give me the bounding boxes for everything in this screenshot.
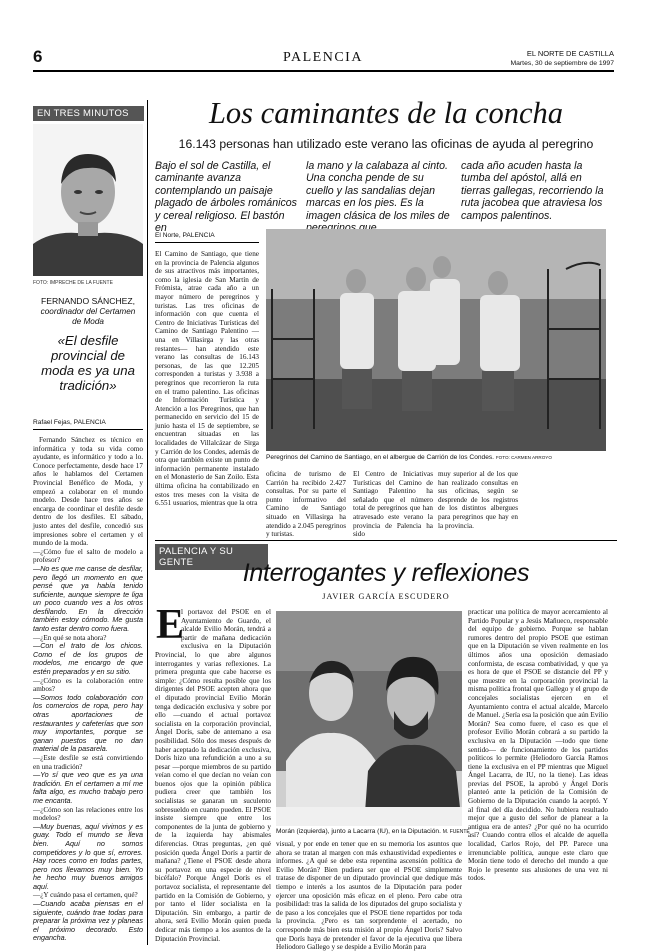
second-headline: Interrogantes y reflexiones bbox=[242, 559, 530, 587]
header-rule bbox=[33, 70, 614, 72]
main-body-col1: El Camino de Santiago, que tiene en la provincia de Palencia algunos de sus atractivos más importantes, como la iglesia de San Martín de Frómista, atrae cada año a un mayor número de peregrinos y turistas. Las tres oficinas de información con que cuenta el Centro de Iniciativas Turísticas del Camino de Santiago Palentino —una en Villasirga y las otras restantes— han atendido este verano las consultas de 16.143 personas, de las que 12.205 corresponden a turistas y 3.938 a peregrinos que recorrieron la ruta en el tramo palentino. Las oficinas de Información Turística y Atención a los Peregrinos, que han permanecido en servicio del 15 de junio hasta el 15 de septiembre, se encuentran situadas en las localidades de Villalcázar de Sirga y Carrión de los Condes, además de otra que también existe un punto de información permanente instalado en el Monasterio de San Zoilo. Esta última oficina ha contabilizado en estos tres meses con la visita de 6.551 usuarios, mientras que la otra bbox=[155, 250, 259, 508]
pilgrims-photo bbox=[266, 229, 606, 451]
portrait-image bbox=[33, 124, 143, 276]
interview-question: —¿Y cuándo pasa el certamen, qué? bbox=[33, 891, 138, 900]
portrait-credit: FOTO: IMPRECHE DE LA FUENTE bbox=[33, 280, 113, 286]
section-rule bbox=[155, 540, 617, 541]
main-headline: Los caminantes de la concha bbox=[208, 96, 564, 130]
pilgrims-photo-caption bbox=[266, 454, 606, 462]
lede-paragraph: Bajo el sol de Castilla, el caminante avanza contemplando un paisaje plagado de árboles románicos y cereal religioso. El bastón en bbox=[155, 160, 297, 235]
second-body-text: l portavoz del PSOE en el Ayuntamiento de Guardo, el alcalde Evilio Morán, tendrá a partir de mañana dedicación exclusiva en la Diputación Provincial, lo que abre algunos interrogantes y varias reflexiones. La primera pregunta que cabe hacerse es simple: ¿Cómo resulta posible que los dirigentes del PSOE acepten ahora que el diputado provincial Evilio Morán tenga dedicación exclusiva y sobre por ello —cuando el actual portavoz socialista en la corporación provincial, Ángel Dorís, sabe de antemano a esa posibilidad. Sólo dos meses después de haber aceptado la dedicación exclusiva, Dorís hizo una refundición a uno a su pesar —porque miembros de su partido veían como el que decían no veían con buenos ojos que la opinión pública pudiera creer que también los socialistas se ganaran un suculento sobresueldo en cuanto pueden. El PSOE insiste siempre que entre los componentes de la junta de gobierno y de la izquierda hay abismales diferencias. Otras preguntas, ¿en qué posición queda Ángel Dorís a partir de mañana? ¿Tiene el PSOE desde ahora su portavoz en una especie de nivel bicéfalo? Porque Ángel Dorís es el portavoz socialista, el representante del partido en la Comisión de Gobierno, y por tanto el líder socialista en la Diputación. Sin embargo, a partir de ahora, será Evilio Morán quien pueda dedicar más tiempo a los asuntos de la Diputación Provincial. bbox=[155, 608, 271, 943]
caption-credit: FOTO: CARMEN ARROYO bbox=[495, 455, 552, 460]
second-body-col1 bbox=[155, 608, 271, 946]
main-byline: El Norte, PALENCIA bbox=[155, 232, 215, 239]
lede-paragraph: cada año acuden hasta la tumba del apóstol, allá en tierras gallegas, recorriendo la ruta jacobea que atraviesa los campos palentinos. bbox=[461, 160, 604, 222]
interview-answer: —Con el trato de los chicos. Como el de los grupos de modelos, me encargo de que estén preparados y en su sitio. bbox=[33, 641, 143, 677]
issue-date: Martes, 30 de septiembre de 1997 bbox=[510, 60, 614, 67]
second-body-col2: visual, y por ende en tener que en su memoria los asuntos que ahora se tratan al margen con más exhaustividad expedientes e informes. ¿A qué se debe esta repentina ascensión política de Evilio Morán? Bien pudiera ser que el PSOE simplemente tratase de disponer de un diputado provincial que dedique más tiempo e interés a los asuntos de la Diputación para poder ejercer una oposición más eficaz en el pleno. Pero cabe otra posibilidad: tras la salida de los diputados del grupo socialista y de paso a los concejales que el PSOE tiene repartidos por toda la provincia. ¿Pero es tan sorprendente el acertado, no corresponde más bien esta misión al propio Ángel Dorís? Salvo que Dorís haya de pretender el favor de la ejecutiva que libera Heliodoro Gallego y se despide a Evilio Morán para bbox=[276, 840, 462, 952]
interviewee-name: FERNANDO SÁNCHEZ, bbox=[40, 296, 136, 306]
pilgrims-image bbox=[266, 229, 606, 451]
main-body-col3: El Centro de Iniciativas Turísticas del Camino de Santiago Palentino ha señalado que el número total de peregrinos que han atravesado este verano la provincia de Palencia ha sido bbox=[353, 470, 433, 539]
caption-text: Morán (izquierda), junto a Lacarra (IU), en la Diputación. bbox=[276, 828, 441, 835]
drop-cap: E bbox=[156, 602, 185, 648]
caption-credit: M. FUENTE bbox=[442, 829, 470, 835]
lede-paragraph: la mano y la calabaza al cinto. Una concha pende de su cuello y las sandalias dejan marcas en los pies. Es la imagen clásica de los miles de bbox=[306, 160, 450, 222]
sidebar-byline: Rafael Fejas, PALENCIA bbox=[33, 419, 106, 426]
page-number: 6 bbox=[33, 47, 43, 66]
section-title: PALENCIA bbox=[283, 50, 363, 65]
interview-question: —¿Cómo fue el salto de modelo a profesor? bbox=[33, 547, 143, 565]
diputacion-photo-caption bbox=[276, 828, 470, 836]
interview-question: —¿Cómo son las relaciones entre los modelos? bbox=[33, 805, 143, 823]
column-divider bbox=[147, 100, 148, 945]
newspaper-name: EL NORTE DE CASTILLA bbox=[526, 49, 614, 58]
sidebar-rule bbox=[33, 429, 143, 430]
interview-answer: —Yo sí que veo que es ya una tradición. En el certamen a mí me falta algo, es mucho trabajo pero me encanta. bbox=[33, 770, 143, 805]
interview-question: —¿Este desfile se está convirtiendo en una tradición? bbox=[33, 753, 143, 771]
main-subheadline: 16.143 personas han utilizado este verano las oficinas de ayuda al peregrino bbox=[178, 137, 594, 151]
interview-answer: —Cuando acaba piensas en el siguiente, cuándo trae todas para preparar la próxima vez y planeas el próximo decorado. Esto engancha. bbox=[33, 899, 143, 943]
interview-answer: —Muy buenas, aquí vivimos y es guay. Todo el mundo se lleva bien. Aquí no somos competidores y lo que sí, errores. Hay roces como en todas partes, pero nos llevamos muy bien. Yo he hecho muy buenos amigos aquí. bbox=[33, 821, 143, 891]
byline-rule bbox=[155, 242, 259, 243]
interviewee-role: coordinador del Certamen de Moda bbox=[40, 307, 136, 326]
interview-answer: —Somos todo colaboración con los comercios de ropa, pero hay otras aportaciones de restaurantes y cafeterías que son muy importantes, porque se ganan puestos que no dan material de la pasarela. bbox=[33, 692, 143, 754]
portrait-photo bbox=[33, 124, 143, 276]
interview-intro: Fernando Sánchez es técnico en informática y toda su vida como ayudante, es informático y todo a lo. Conoce perfectamente, desde hace 17 años le hablamos del Certamen Provincial Benéfico de Moda, y empezó a colaborar en el mundo modelo. Desde hace tres años se encarga de coordinar el desfile desde dentro de los desfiles. El sábado, justo antes del desfile, concedió sus impresiones sobre el certamen y el mundo de la moda. bbox=[33, 436, 143, 548]
caption-text: Peregrinos del Camino de Santiago, en el albergue de Carrión de los Condes. bbox=[266, 454, 494, 461]
interview-question: —¿En qué se nota ahora? bbox=[33, 633, 107, 642]
interview-question: —¿Cómo es la colaboración entre ambos? bbox=[33, 676, 143, 694]
main-body-col4: muy superior al de los que han realizado consultas en sus oficinas, según se desprende de los registros de los distintos albergues para peregrinos que hay en la provincia. bbox=[438, 470, 518, 530]
diputacion-photo bbox=[276, 611, 462, 826]
sidebar-interview bbox=[33, 436, 143, 946]
sidebar-label: EN TRES MINUTOS bbox=[33, 106, 144, 121]
second-body-col3: practicar una política de mayor acercamiento al Partido Popular y a Jesús Mañueco, responsable del equipo de gobierno. Porque se hablan rumores dentro del propio PSOE que estiman que en la Diputación se viven realmente en los últimos años una oposición demasiado conformista, de escasa combatividad, y que ya es hora de que el PSOE se distancie del PP y que muestre en la corporación provincial la misma política frontal que Gallego y el grupo de concejales socialistas ejercen en el Ayuntamiento contra el actual alcalde, Marcelo de Manuel. ¿Sería esa la posición que aún Evilio Morán? Sea como fuere, el caso es que el profesor Evilio Morán cobrará a su partido la exclusiva en la Diputación —todo que tiene sentido— de funcionamiento de los partidos políticos lo permite (Heliodoro García Ramos tiene la exclusiva en el PP mientras que Miguel Ángel Lacarra, de IU, no la tiene). Las ideas previas del PSOE, la aprobó y Ángel Dorís planteó ante la petición de la Comisión de Gobierno de la Diputación cuando la aceptó. Y al final del día decidido. No hubiera resultado mejor que a gusto del señor de planear a la antigua era de antes? ¿Por qué no ha ocurrido así? Cuando contra ellos el alcalde de aquella localidad, Carlos Rojo, del PP. Parece una irrenunciable política, aunque este claro que Morán tiene todo el derecho del mundo a que Rojo le presente sus alusiones de una vez ni todos. bbox=[468, 608, 608, 883]
diputacion-image bbox=[276, 611, 462, 826]
main-body-col2: oficina de turismo de Carrión ha recibido 2.427 consultas. Por su parte el punto informativo del Camino de Santiago situado en Villasirga ha atendido a 2.045 peregrinos y turistas. bbox=[266, 470, 346, 539]
second-author: JAVIER GARCÍA ESCUDERO bbox=[322, 592, 450, 601]
interview-answer: —No es que me canse de desfilar, pero llegó un momento en que pensé que ya había tenido suficiente, aunque siempre te liga un poco cuando ves a los otros desfilando. En la dirección también estoy cómodo. Me gusta tanto estar dentro como fuera. bbox=[33, 563, 143, 634]
section-label: PALENCIA Y SU GENTE bbox=[155, 544, 268, 570]
pull-quote: «El desfile provincial de moda es ya una tradición» bbox=[41, 333, 135, 393]
